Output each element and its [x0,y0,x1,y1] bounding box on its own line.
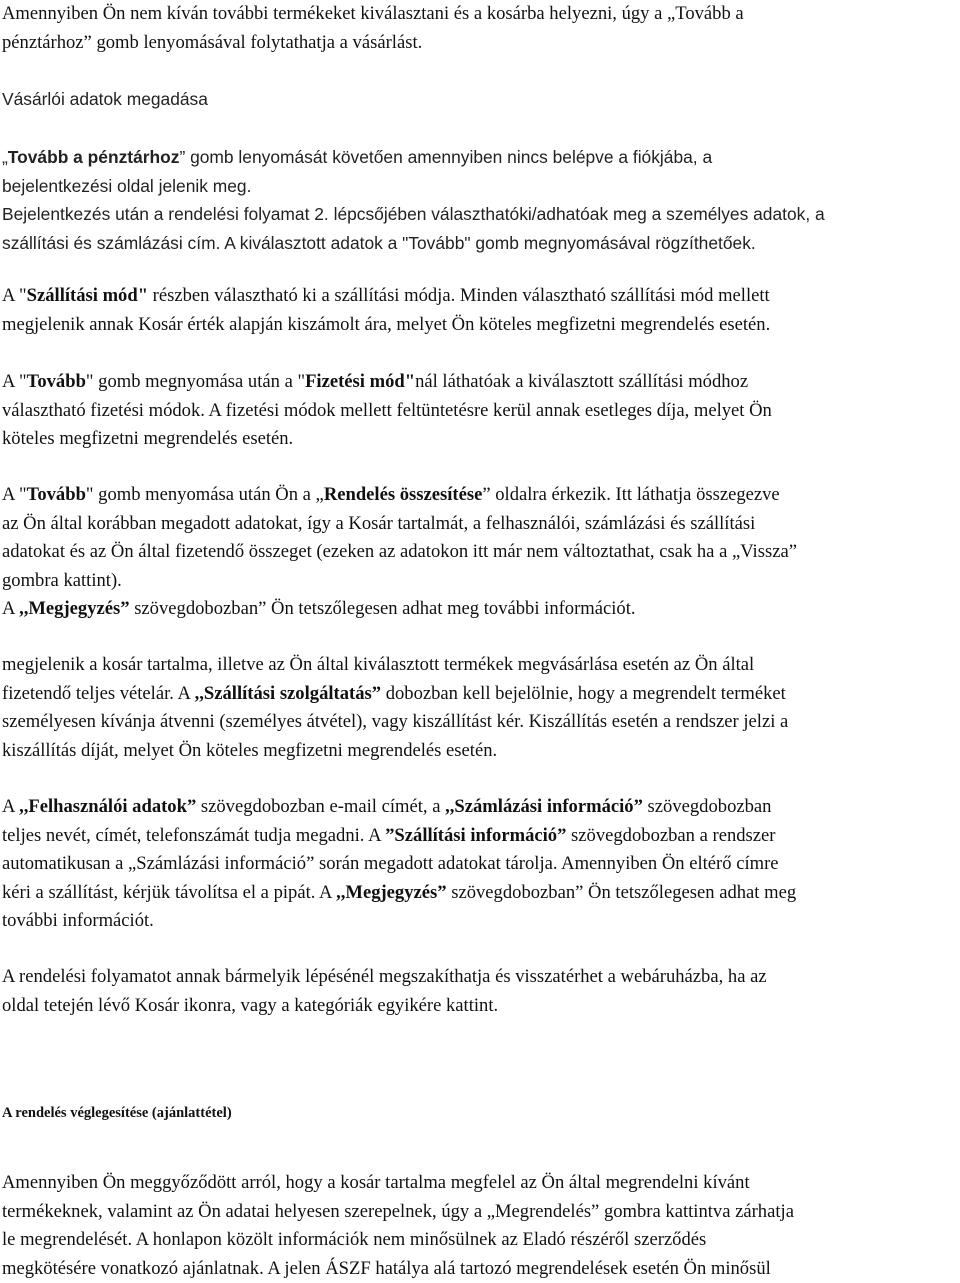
intro-line-2: pénztárhoz” gomb lenyomásával folytathatja a vásárlást. [2,31,423,53]
shipping-line-2: megjelenik annak Kosár érték alapján kiszámolt ára, melyet Ön köteles megfizetni megrendelés esetén. [2,313,771,335]
finalize-line-1: Amennyiben Ön meggyőződött arról, hogy a kosár tartalma megfelel az Ön által megrendelni kívánt [2,1172,750,1193]
userdata-l1-e: szövegdobozban [642,796,772,817]
customer-line-4: szállítási és számlázási cím. A kiválasztott adatok a "Tovább" gomb megnyomásával rögzíthetőek. [2,232,756,253]
userdata-l4-c: szövegdobozban” Ön tetszőlegesen adhat meg [446,881,797,903]
billing-info-label: ,,Számlázási információ” [445,796,643,817]
interrupt-line-2: oldal tetején lévő Kosár ikonra, vagy a kategóriák egyikére kattint. [2,994,499,1016]
shipping-method-paragraph [2,282,958,339]
summary-line-3: adatokat és az Ön által fizetendő összeget (ezeken az adatokon itt már nem változtathat, csak ha a „Vissza” [2,541,797,563]
tovabb-label-2: Tovább [26,484,86,505]
payment-line-3: köteles megfizetni megrendelés esetén. [2,428,294,450]
user-data-paragraph [2,793,958,936]
payment-mode-label: Fizetési mód" [305,371,416,392]
cart-line-1: megjelenik a kosár tartalma, illetve az Ön által kiválasztott termékek megvásárlása esetén az Ön által [2,654,755,675]
userdata-line-5: további információt. [2,910,154,932]
payment-e: nál láthatóak a kiválasztott szállítási módhoz [415,371,749,392]
finalize-line-3: le megrendelését. A honlapon közölt információk nem minősülnek az Eladó részéről szerződés [2,1229,707,1251]
payment-paragraph [2,368,958,454]
tovabb-label: Tovább [26,371,86,392]
summary-e: ” oldalra érkezik. Itt láthatja összegezve [482,484,780,505]
userdata-l2-a: teljes nevét, címét, telefonszámát tudja megadni. A [2,824,386,846]
payment-line-2: választható fizetési módok. A fizetési módok mellett feltüntetésre kerül annak esetleges díja, melyet Ön [2,399,772,421]
finalize-heading [2,1103,958,1123]
tovabb-a-penztarhoz-label: Tovább a pénztárhoz [7,147,180,167]
userdata-l1-c: szövegdobozban e-mail címét, a [196,796,446,817]
finalize-paragraph [2,1169,958,1283]
interrupt-line-1: A rendelési folyamatot annak bármelyik lépésénél megszakíthatja és visszatérhet a webáruházba, ha az [2,966,767,987]
intro-paragraph [2,0,958,57]
note-label: ,,Megjegyzés” [19,598,130,620]
shipping-info-label: ”Szállítási információ” [385,824,567,846]
cart-line-3: személyesen kívánja átvenni (személyes átvétel), vagy kiszállítást kér. Kiszállítás esetén a rendszer jelzi a [2,711,789,733]
shipping-c: részben választható ki a szállítási módja. Minden választható szállítási mód mellett [148,285,770,306]
userdata-line-3: automatikusan a „Számlázási információ” során megadott adatokat tárolja. Amennyiben Ön eltérő címre [2,853,779,875]
payment-c: " gomb megnyomása után a " [85,371,306,392]
customer-data-paragraph [2,143,958,257]
order-summary-paragraph [2,481,958,624]
interrupt-paragraph [2,963,958,1020]
finalize-heading-text: A rendelés véglegesítése (ajánlattétel) [2,1105,232,1121]
shipping-mode-label: Szállítási mód" [26,285,149,306]
customer-line-1-rest: ” gomb lenyomását követően amennyiben nincs belépve a fiókjába, a [179,147,713,167]
quote-mark: „ [2,147,8,167]
section-heading-text: Vásárlói adatok megadása [2,89,208,109]
finalize-line-4: megkötésére vonatkozó ajánlatnak. A jelen ÁSZF hatálya alá tartozó megrendelések esetén Ön minősül [2,1257,771,1279]
summary-c: " gomb menyomása után Ön a „ [85,484,324,505]
summary-a: A " [2,484,27,505]
userdata-l1-a: A [2,796,20,817]
cart-line-2-a: fizetendő teljes vételár. A [2,682,195,704]
note-label-2: ,,Megjegyzés” [336,881,447,903]
intro-line-1: Amennyiben Ön nem kíván további termékeket kiválasztani és a kosárba helyezni, úgy a „Tovább a [2,3,744,24]
userdata-l4-a: kéri a szállítást, kérjük távolítsa el a pipát. A [2,881,337,903]
summary-line-5-a: A [2,598,20,620]
finalize-line-2: termékeknek, valamint az Ön adatai helyesen szerepelnek, úgy a „Megrendelés” gombra kattintva zárhatja [2,1200,794,1222]
customer-line-2: bejelentkezési oldal jelenik meg. [2,175,252,196]
summary-line-2: az Ön által korábban megadott adatokat, így a Kosár tartalmát, a felhasználói, számlázási és szállítási [2,512,756,534]
section-heading-customer-data [2,85,958,114]
cart-line-2-c: dobozban kell bejelölnie, hogy a megrendelt terméket [381,682,786,704]
customer-line-3: Bejelentkezés után a rendelési folyamat 2. lépcsőjében választhatóki/adhatóak meg a személyes adatok, a [2,204,825,225]
cart-paragraph [2,651,958,765]
userdata-l2-c: szövegdobozban a rendszer [566,824,776,846]
user-data-label: ,,Felhasználói adatok” [19,796,197,817]
order-summary-label: Rendelés összesítése [323,484,483,505]
cart-line-4: kiszállítás díját, melyet Ön köteles megfizetni megrendelés esetén. [2,739,498,761]
summary-line-4: gombra kattint). [2,569,122,591]
shipping-a: A " [2,285,27,306]
summary-line-5-c: szövegdobozban” Ön tetszőlegesen adhat meg további információt. [129,598,636,620]
shipping-service-label: ,,Szállítási szolgáltatás” [194,682,382,704]
payment-a: A " [2,371,27,392]
